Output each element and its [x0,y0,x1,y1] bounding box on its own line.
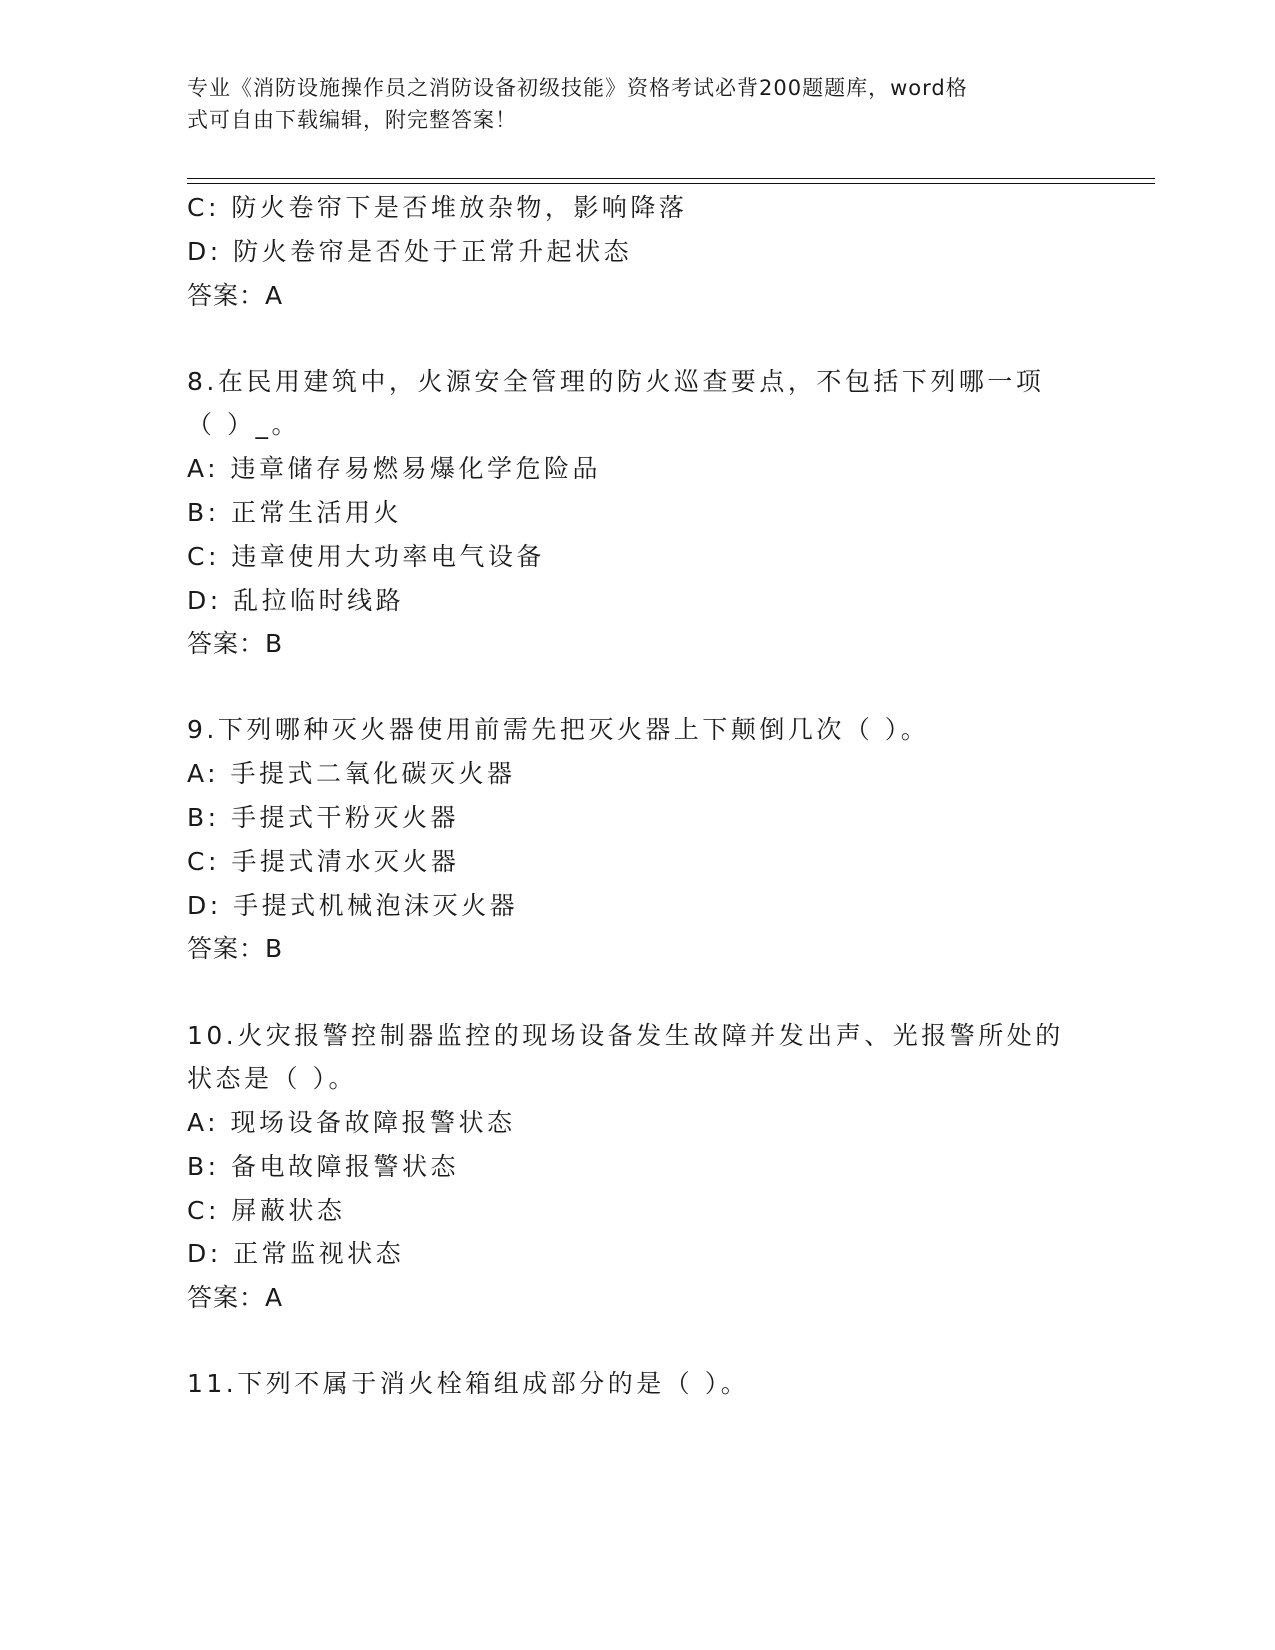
q7-option-d: D: 防火卷帘是否处于正常升起状态 [187,237,633,266]
q7-answer: 答案：A [187,281,284,310]
q8-stem-line-2: （ ）_。 [187,410,300,439]
q11-stem-line-1: 11.下列不属于消火栓箱组成部分的是（ ）。 [187,1369,750,1398]
header-divider-top [187,178,1155,179]
q9-option-d: D: 手提式机械泡沫灭火器 [187,891,519,920]
q9-stem-line-1: 9.下列哪种灭火器使用前需先把灭火器上下颠倒几次（ ）。 [187,715,930,744]
q8-stem-line-1: 8.在民用建筑中，火源安全管理的防火巡查要点，不包括下列哪一项 [187,367,1045,396]
header-line-1: 专业《消防设施操作员之消防设备初级技能》资格考试必背200题题库，word格 [187,76,968,100]
q8-answer: 答案：B [187,629,284,658]
q7-option-c: C: 防火卷帘下是否堆放杂物，影响降落 [187,193,688,222]
q8-option-b: B: 正常生活用火 [187,498,403,527]
q10-stem-line-1: 10.火灾报警控制器监控的现场设备发生故障并发出声、光报警所处的 [187,1021,1064,1050]
q8-option-c: C: 违章使用大功率电气设备 [187,542,545,571]
header-line-2: 式可自由下载编辑，附完整答案！ [187,108,517,132]
q10-option-c: C: 屏蔽状态 [187,1196,346,1225]
q9-option-c: C: 手提式清水灭火器 [187,847,460,876]
q10-option-a: A: 现场设备故障报警状态 [187,1108,516,1137]
q10-option-d: D: 正常监视状态 [187,1239,405,1268]
q9-option-b: B: 手提式干粉灭火器 [187,803,460,832]
document-header [187,72,1077,136]
q10-answer: 答案：A [187,1283,284,1312]
q9-option-a: A: 手提式二氧化碳灭火器 [187,759,516,788]
q8-option-d: D: 乱拉临时线路 [187,586,405,615]
q10-stem-line-2: 状态是（ ）。 [187,1064,357,1093]
q9-answer: 答案：B [187,934,284,963]
q8-option-a: A: 违章储存易燃易爆化学危险品 [187,454,602,483]
header-divider-bottom [187,183,1155,184]
q10-option-b: B: 备电故障报警状态 [187,1152,460,1181]
